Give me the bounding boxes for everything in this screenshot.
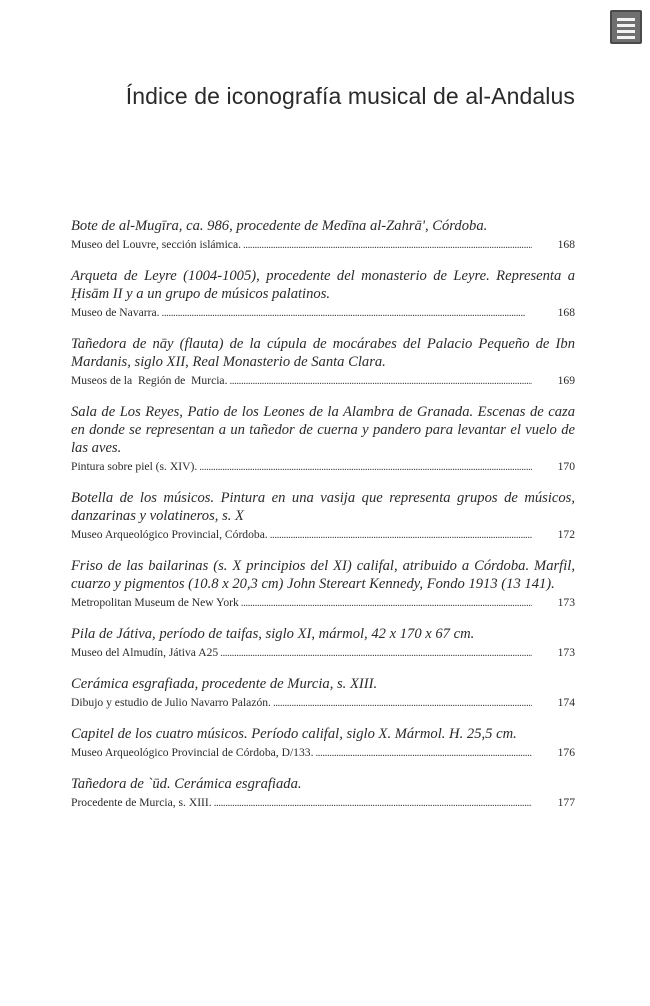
list-menu-icon[interactable] <box>610 10 642 44</box>
entry-line <box>71 745 575 761</box>
entry-title: Friso de las bailarinas (s. X principios del XI) califal, atribuido a Córdoba. Marfil, cuarzo y pigmentos (10.8 x 20,3 cm) John Stereart Kennedy, Fondo 1913 (13 141). <box>71 558 575 592</box>
page-number: 173 <box>557 596 575 609</box>
entry-source: Museo del Louvre, sección islámica. <box>71 238 241 251</box>
entry-title: Capitel de los cuatro músicos. Período califal, siglo X. Mármol. H. 25,5 cm. <box>71 726 517 742</box>
index-entry[interactable] <box>71 775 575 811</box>
entry-title: Pila de Játiva, período de taifas, siglo XI, mármol, 42 x 170 x 67 cm. <box>71 626 475 642</box>
entry-line <box>71 595 575 611</box>
page-number: 168 <box>557 306 575 319</box>
index-entry[interactable] <box>71 403 575 475</box>
page-title: Índice de iconografía musical de al-Andalus <box>125 83 575 109</box>
menu-bar <box>617 18 635 21</box>
entry-source: Museo del Almudín, Játiva A25 <box>71 646 219 659</box>
entry-title: Botella de los músicos. Pintura en una vasija que representa grupos de músicos, danzarinas y volatineros, s. X <box>71 490 575 524</box>
entry-title: Sala de Los Reyes, Patio de los Leones de la Alambra de Granada. Escenas de caza en donde se representan a un tañedor de cuerna y pandero para levantar el vuelo de las aves. <box>71 404 575 456</box>
dot-leader <box>243 238 532 253</box>
menu-bar <box>617 36 635 39</box>
dot-leader <box>229 374 532 389</box>
index-entry[interactable] <box>71 725 575 761</box>
index-entry[interactable] <box>71 335 575 389</box>
entry-line <box>71 527 575 543</box>
entry-line <box>71 305 575 321</box>
index-entry[interactable] <box>71 217 575 253</box>
menu-bar <box>617 30 635 33</box>
dot-leader <box>162 306 532 321</box>
entry-source: Dibujo y estudio de Julio Navarro Palazón. <box>71 696 271 709</box>
page-number: 176 <box>557 746 575 759</box>
index-entry[interactable] <box>71 267 575 321</box>
dot-leader <box>241 596 532 611</box>
dot-leader <box>315 746 532 761</box>
entry-title: Tañedora de nāy (flauta) de la cúpula de mocárabes del Palacio Pequeño de Ibn Mardanis, siglo XII, Real Monasterio de Santa Clara. <box>71 336 575 370</box>
entry-title: Cerámica esgrafiada, procedente de Murcia, s. XIII. <box>71 676 378 692</box>
entry-line <box>71 795 575 811</box>
entry-line <box>71 459 575 475</box>
entry-line <box>71 695 575 711</box>
entry-line <box>71 373 575 389</box>
dot-leader <box>199 460 532 475</box>
entry-line <box>71 237 575 253</box>
page-number: 172 <box>557 528 575 541</box>
page-number: 177 <box>557 796 575 809</box>
index-entry[interactable] <box>71 557 575 611</box>
entry-source: Museo Arqueológico Provincial, Córdoba. <box>71 528 268 541</box>
entry-title: Arqueta de Leyre (1004-1005), procedente del monasterio de Leyre. Representa a Ḥisām II y a un grupo de músicos palatinos. <box>71 268 575 302</box>
index-list <box>71 217 575 825</box>
index-entry[interactable] <box>71 625 575 661</box>
page-number: 173 <box>557 646 575 659</box>
entry-source: Museo Arqueológico Provincial de Córdoba, D/133. <box>71 746 314 759</box>
dot-leader <box>220 646 532 661</box>
entry-source: Pintura sobre piel (s. XIV). <box>71 460 198 473</box>
entry-source: Museos de la Región de Murcia. <box>71 374 228 387</box>
entry-source: Museo de Navarra. <box>71 306 160 319</box>
entry-source: Metropolitan Museum de New York <box>71 596 239 609</box>
index-entry[interactable] <box>71 489 575 543</box>
page-number: 174 <box>557 696 575 709</box>
index-entry[interactable] <box>71 675 575 711</box>
entry-title: Tañedora de `ūd. Cerámica esgrafiada. <box>71 776 302 792</box>
dot-leader <box>273 696 532 711</box>
dot-leader <box>270 528 532 543</box>
page-number: 168 <box>557 238 575 251</box>
dot-leader <box>214 796 532 811</box>
page-number: 170 <box>557 460 575 473</box>
entry-source: Procedente de Murcia, s. XIII. <box>71 796 212 809</box>
page-number: 169 <box>557 374 575 387</box>
menu-bar <box>617 24 635 27</box>
entry-line <box>71 645 575 661</box>
entry-title: Bote de al-Mugīra, ca. 986, procedente de Medīna al-Zahrā', Córdoba. <box>71 218 488 234</box>
